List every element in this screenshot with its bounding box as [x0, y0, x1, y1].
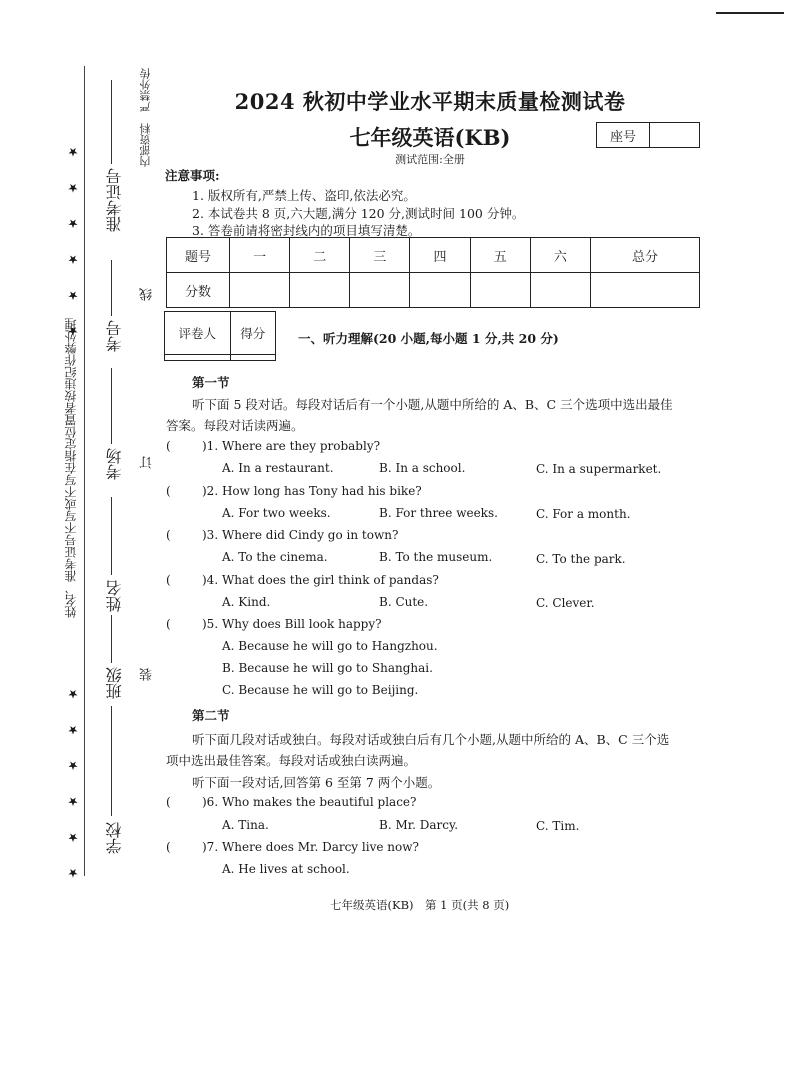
section-title: 一、听力理解(20 小题,每小题 1 分,共 20 分): [298, 331, 559, 346]
seat-number-field[interactable]: [650, 123, 699, 147]
option-b: B. Cute.: [379, 595, 429, 609]
option-b: B. Because he will go to Shanghai.: [222, 661, 433, 675]
seal-mark-zhuang: 装: [140, 668, 155, 681]
option-a: A. He lives at school.: [222, 862, 350, 876]
notes-heading: 注意事项:: [165, 168, 220, 183]
option-c: C. Tim.: [536, 819, 580, 833]
score-table-score-row: [167, 273, 700, 308]
part2-instructions: 听下面几段对话或独白。每段对话或独白后有几个小题,从题中所给的 A、B、C 三个选: [192, 732, 670, 747]
option-c: C. For a month.: [536, 507, 631, 521]
score-table-header: 六: [530, 238, 590, 273]
test-scope: 测试范围:全册: [395, 153, 465, 166]
answer-bracket[interactable]: (: [166, 840, 171, 854]
confidential-note: 内部资料 严禁外传: [139, 68, 152, 167]
question-text: )6. Who makes the beautiful place?: [202, 795, 417, 809]
score-cell[interactable]: [290, 273, 350, 308]
question-text: )4. What does the girl think of pandas?: [202, 573, 439, 587]
class-label: 班级: [105, 667, 124, 699]
score-cell[interactable]: [410, 273, 470, 308]
option-b: B. To the museum.: [379, 550, 493, 564]
score-table-header: 三: [350, 238, 410, 273]
grader-box: [164, 311, 276, 361]
score-table-header: 一: [230, 238, 290, 273]
ticket-no-label: 准考证号: [105, 168, 124, 232]
option-b: B. In a school.: [379, 461, 466, 475]
answer-bracket[interactable]: (: [166, 573, 171, 587]
option-c: C. Clever.: [536, 596, 595, 610]
part1-instructions: 答案。每段对话读两遍。: [166, 418, 304, 433]
score-table-header: 二: [290, 238, 350, 273]
school-label: 学校: [105, 822, 124, 854]
option-a: A. Kind.: [222, 595, 271, 609]
answer-bracket[interactable]: (: [166, 484, 171, 498]
exam-title: 2024 秋初中学业水平期末质量检测试卷: [234, 89, 626, 114]
part1-heading: 第一节: [192, 375, 230, 390]
star-row-top: ★ ★ ★ ★ ★ ★: [66, 136, 80, 339]
class-field[interactable]: [111, 615, 112, 663]
page-footer: 七年级英语(KB) 第 1 页(共 8 页): [330, 898, 510, 912]
score-cell[interactable]: [530, 273, 590, 308]
score-cell[interactable]: [590, 273, 699, 308]
part2-instructions: 项中选出最佳答案。每段对话或独白读两遍。: [166, 753, 417, 768]
score-table: [166, 237, 700, 308]
star-row-bottom: ★ ★ ★ ★ ★ ★: [66, 678, 80, 881]
question-text: )3. Where did Cindy go in town?: [202, 528, 399, 542]
answer-bracket[interactable]: (: [166, 439, 171, 453]
name-field[interactable]: [111, 497, 112, 575]
seal-mark-ding: 订: [140, 456, 155, 469]
seal-mark-xian: 线: [140, 288, 155, 301]
name-label: 姓名: [105, 580, 124, 612]
seat-number-box: [596, 122, 700, 148]
part2-heading: 第二节: [192, 708, 230, 723]
score-cell[interactable]: [470, 273, 530, 308]
note-item: 3. 答卷前请将密封线内的项目填写清楚。: [192, 223, 421, 238]
option-b: B. For three weeks.: [379, 506, 498, 520]
score-row-label: 分数: [167, 273, 230, 308]
option-a: A. To the cinema.: [222, 550, 328, 564]
school-field[interactable]: [111, 706, 112, 816]
score-table-header: 四: [410, 238, 470, 273]
score-table-header: 题号: [167, 238, 230, 273]
ticket-no-field[interactable]: [111, 80, 112, 164]
score-label: 得分: [230, 312, 275, 355]
reviewer-label: 评卷人: [165, 312, 231, 355]
option-c: C. In a supermarket.: [536, 462, 662, 476]
exam-room-label: 考场: [105, 448, 124, 480]
margin-rule: [84, 66, 85, 876]
score-table-header: 五: [470, 238, 530, 273]
question-text: )5. Why does Bill look happy?: [202, 617, 382, 631]
section-score-field[interactable]: [230, 354, 275, 360]
reviewer-field[interactable]: [165, 354, 231, 360]
part2-instructions: 听下面一段对话,回答第 6 至第 7 两个小题。: [192, 775, 441, 790]
seat-label: 座号: [597, 123, 650, 147]
question-text: )1. Where are they probably?: [202, 439, 381, 453]
score-cell[interactable]: [350, 273, 410, 308]
answer-bracket[interactable]: (: [166, 617, 171, 631]
exam-no-label: 考号: [105, 320, 124, 352]
exam-room-field[interactable]: [111, 368, 112, 444]
note-item: 1. 版权所有,严禁上传、盗印,依法必究。: [192, 188, 416, 203]
score-table-header-row: [167, 238, 700, 273]
score-cell[interactable]: [230, 273, 290, 308]
question-text: )2. How long has Tony had his bike?: [202, 484, 422, 498]
exam-subtitle: 七年级英语(KB): [349, 125, 511, 150]
score-table-header: 总分: [590, 238, 699, 273]
part1-instructions: 听下面 5 段对话。每段对话后有一个小题,从题中所给的 A、B、C 三个选项中选出最佳: [192, 397, 673, 412]
answer-bracket[interactable]: (: [166, 528, 171, 542]
note-item: 2. 本试卷共 8 页,六大题,满分 120 分,测试时间 100 分钟。: [192, 206, 525, 221]
margin-warning: 姓名、准考证号不写或不写在指定位置者按违纪作弊处理: [64, 318, 78, 618]
option-a: A. Because he will go to Hangzhou.: [222, 639, 438, 653]
option-b: B. Mr. Darcy.: [379, 818, 459, 832]
option-c: C. Because he will go to Beijing.: [222, 683, 419, 697]
exam-no-field[interactable]: [111, 260, 112, 316]
answer-bracket[interactable]: (: [166, 795, 171, 809]
option-c: C. To the park.: [536, 552, 626, 566]
option-a: A. In a restaurant.: [222, 461, 334, 475]
option-a: A. For two weeks.: [222, 506, 331, 520]
question-text: )7. Where does Mr. Darcy live now?: [202, 840, 419, 854]
option-a: A. Tina.: [222, 818, 269, 832]
scan-edge-line: [716, 12, 784, 14]
